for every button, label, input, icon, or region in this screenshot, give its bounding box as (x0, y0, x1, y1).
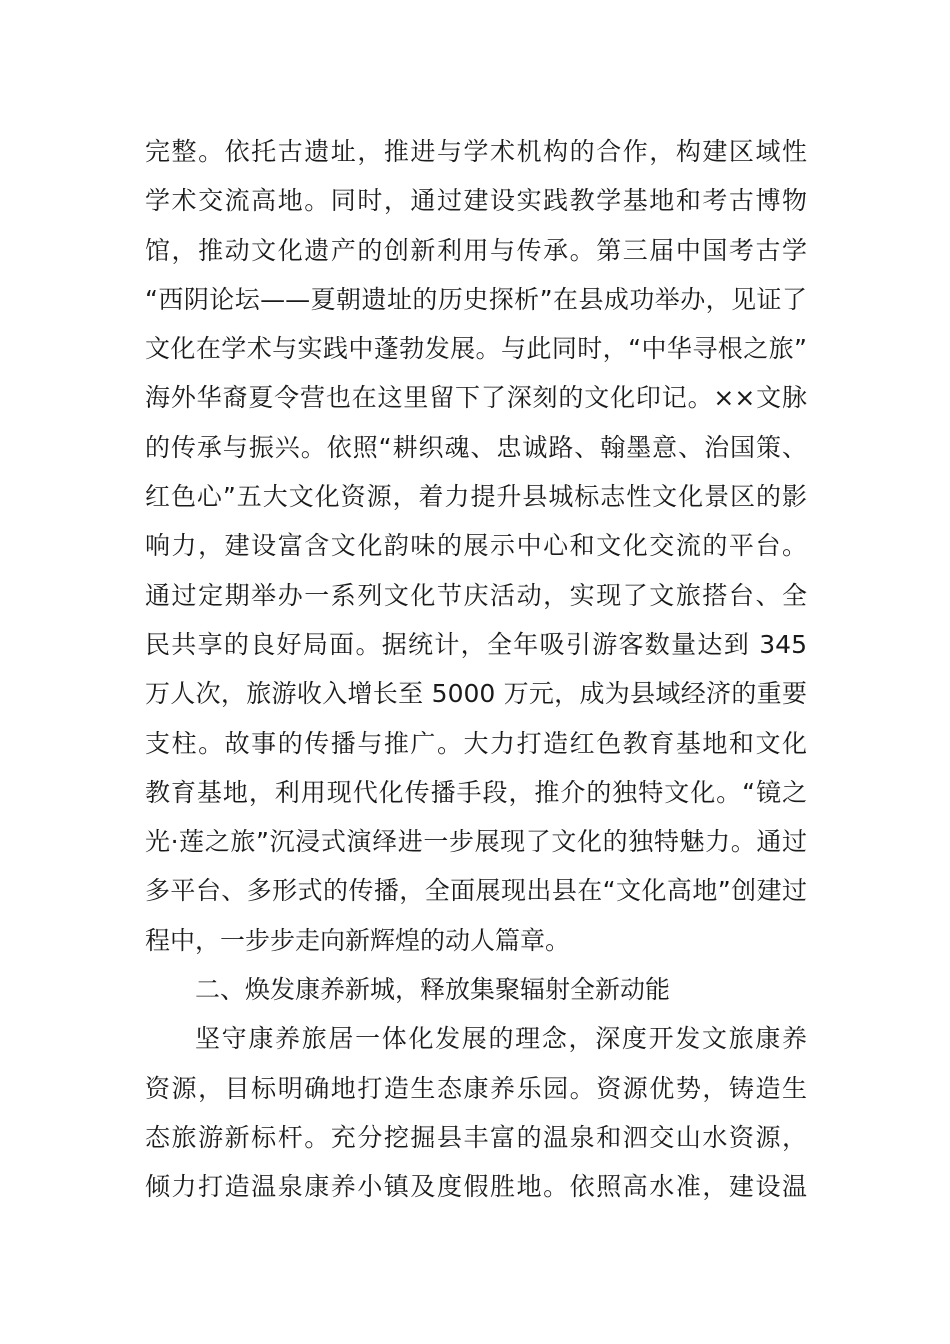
paragraph-line: 红色心”五大文化资源，着力提升县城标志性文化景区的影 (145, 482, 807, 512)
paragraph-line: 响力，建设富含文化韵味的展示中心和文化交流的平台。 (145, 531, 807, 561)
paragraph-line: 态旅游新标杆。充分挖掘县丰富的温泉和泗交山水资源， (145, 1122, 807, 1152)
paragraph-line: 程中，一步步走向新辉煌的动人篇章。 (145, 925, 571, 955)
paragraph-line: 馆，推动文化遗产的创新利用与传承。第三届中国考古学 (145, 235, 807, 265)
paragraph-line: 学术交流高地。同时，通过建设实践教学基地和考古博物 (145, 186, 807, 216)
paragraph-line: 民共享的良好局面。据统计，全年吸引游客数量达到 345 (145, 629, 807, 659)
paragraph-line: 文化在学术与实践中蓬勃发展。与此同时，“中华寻根之旅” (145, 334, 807, 364)
section-heading: 二、焕发康养新城，释放集聚辐射全新动能 (195, 975, 671, 1005)
paragraph-line: “西阴论坛——夏朝遗址的历史探析”在县成功举办，见证了 (145, 284, 807, 314)
paragraph-line: 资源，目标明确地打造生态康养乐园。资源优势，铸造生 (145, 1073, 807, 1103)
paragraph-line: 支柱。故事的传播与推广。大力打造红色教育基地和文化 (145, 728, 807, 758)
paragraph-line: 的传承与振兴。依照“耕织魂、忠诚路、翰墨意、治国策、 (145, 432, 807, 462)
paragraph-line: 倾力打造温泉康养小镇及度假胜地。依照高水准，建设温 (145, 1172, 807, 1202)
paragraph-line: 多平台、多形式的传播，全面展现出县在“文化高地”创建过 (145, 876, 807, 906)
document-body (145, 127, 807, 1212)
paragraph-line: 通过定期举办一系列文化节庆活动，实现了文旅搭台、全 (145, 580, 807, 610)
paragraph-line: 海外华裔夏令营也在这里留下了深刻的文化印记。××文脉 (145, 383, 807, 413)
paragraph-line: 完整。依托古遗址，推进与学术机构的合作，构建区域性 (145, 137, 807, 166)
paragraph-line: 光·莲之旅”沉浸式演绎进一步展现了文化的独特魅力。通过 (145, 827, 807, 857)
paragraph-line: 万人次，旅游收入增长至 5000 万元，成为县域经济的重要 (145, 679, 807, 709)
paragraph-line: 坚守康养旅居一体化发展的理念，深度开发文旅康养 (195, 1024, 807, 1054)
paragraph-line: 教育基地，利用现代化传播手段，推介的独特文化。“镜之 (145, 777, 807, 807)
